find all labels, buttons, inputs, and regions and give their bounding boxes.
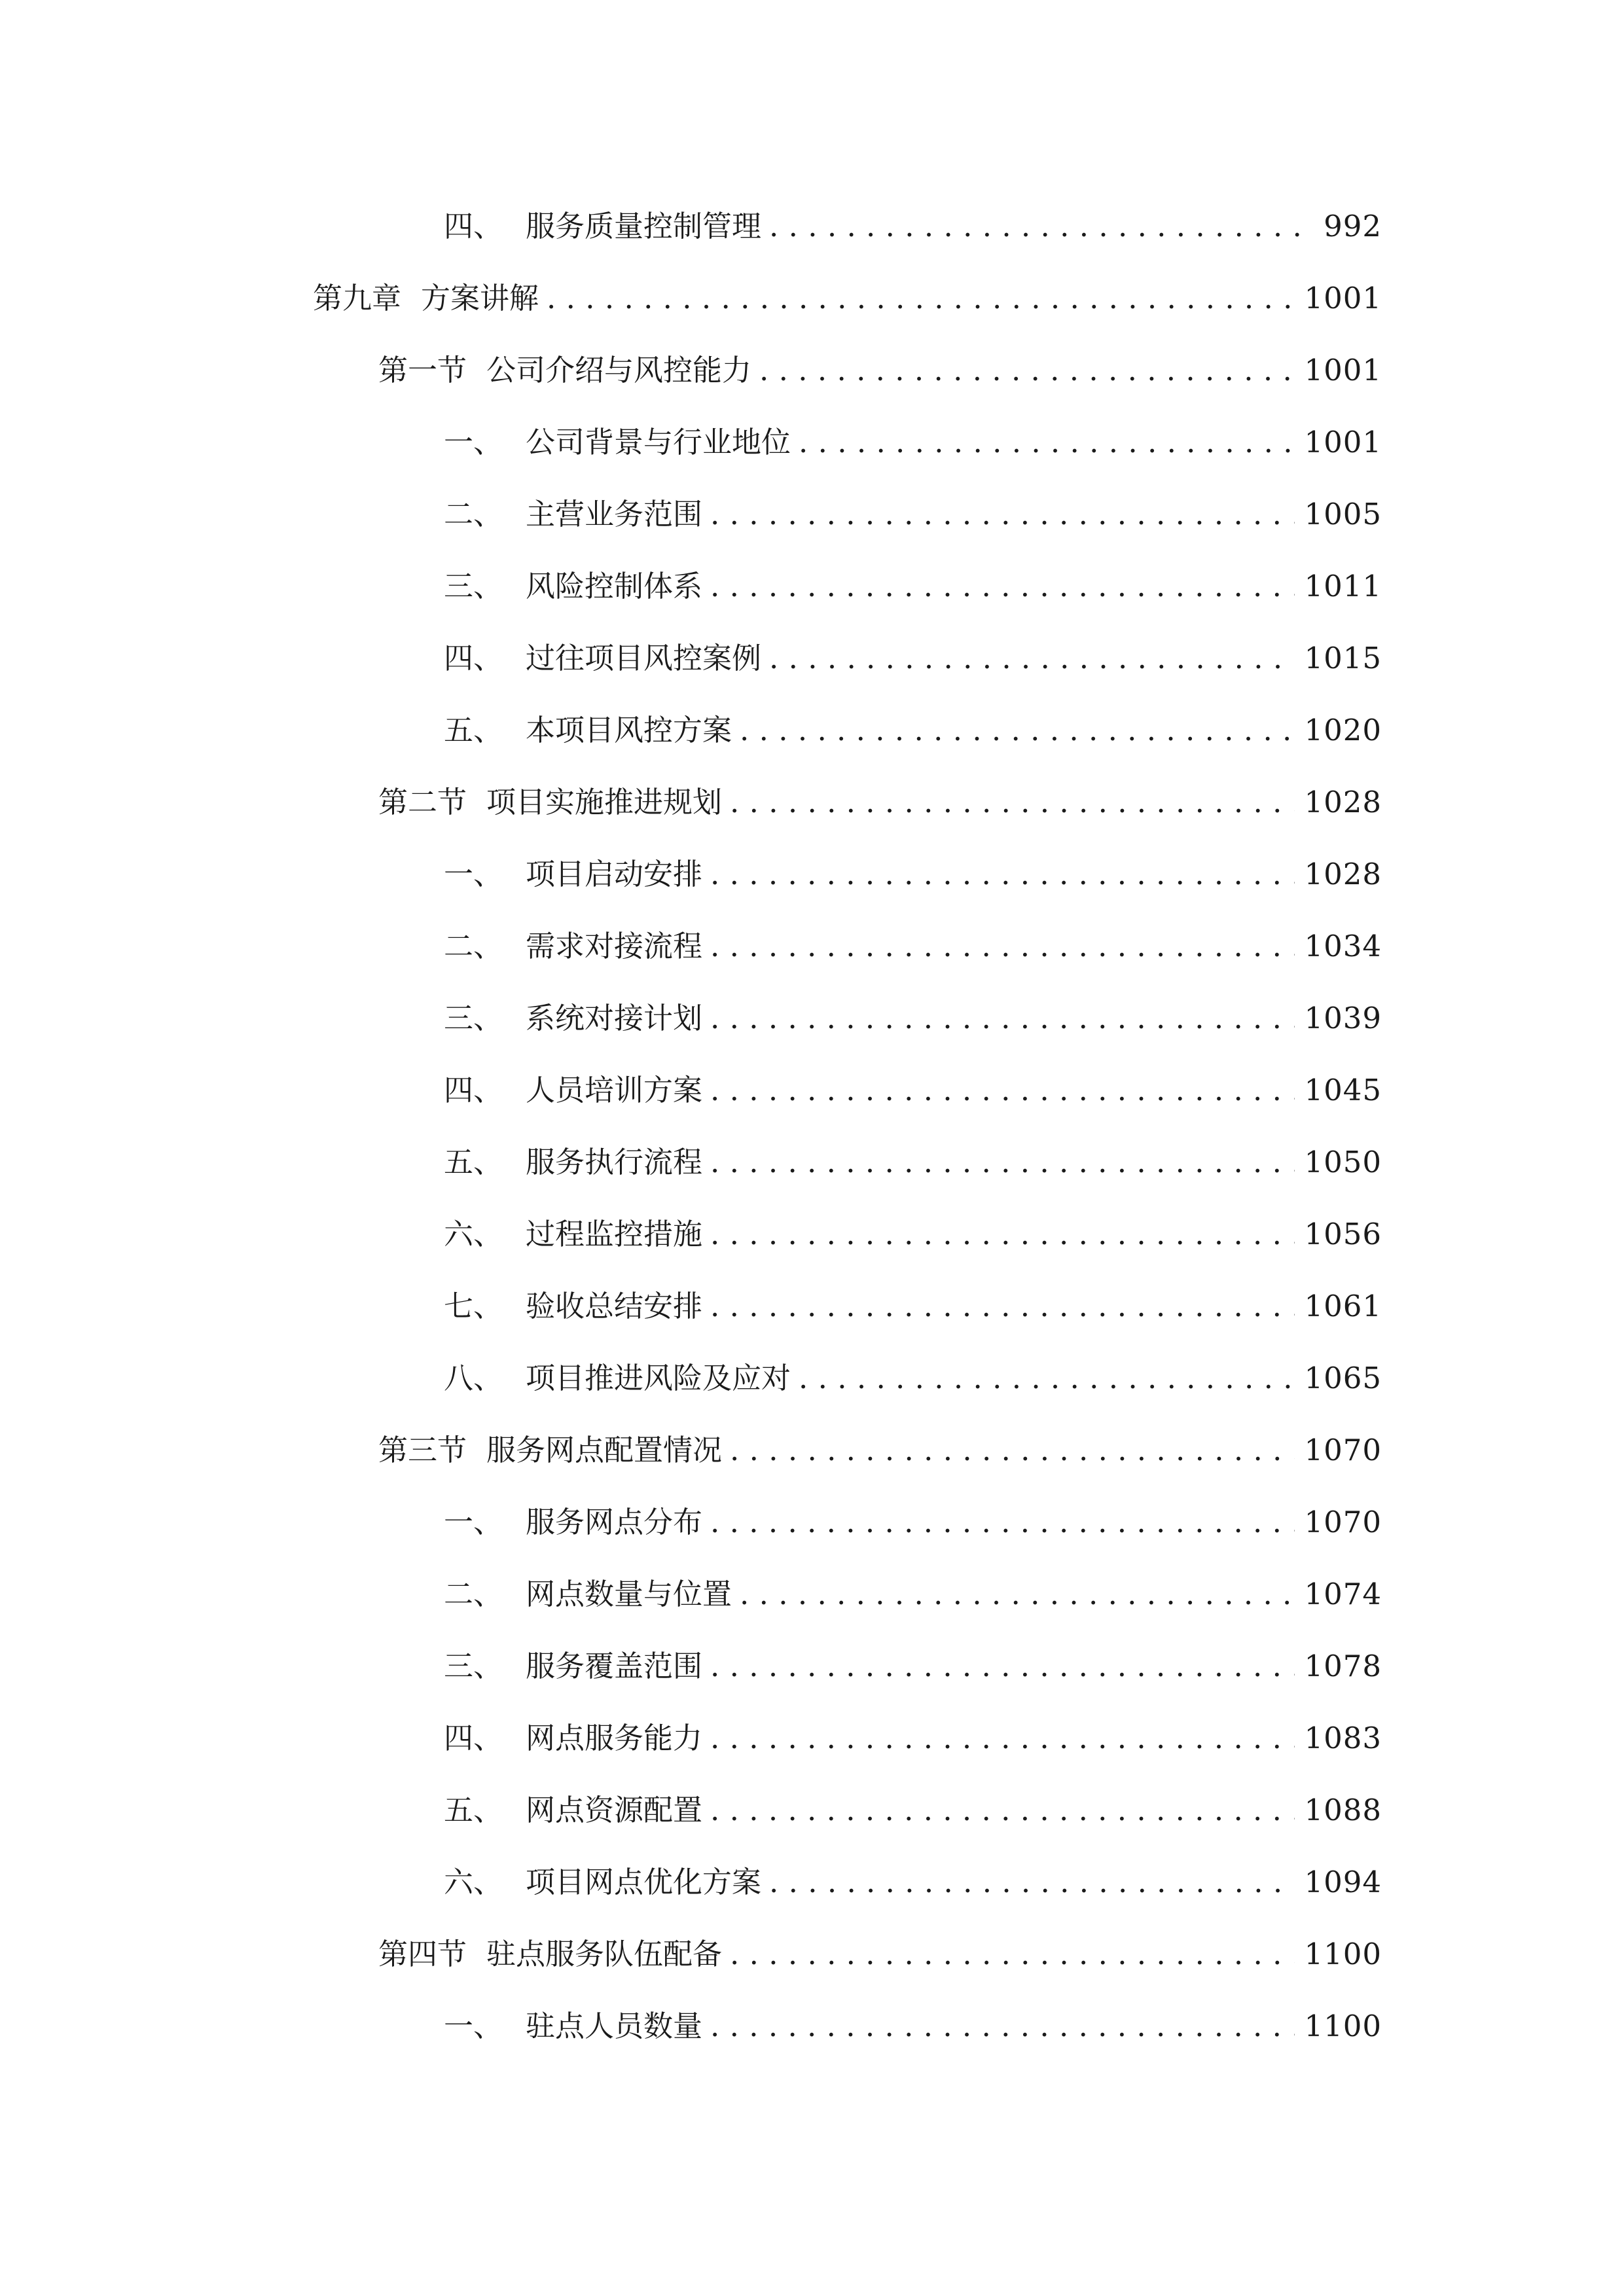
dot-leader xyxy=(769,200,1314,253)
toc-entry-page: 1028 xyxy=(1304,857,1382,891)
toc-entry-number: 第九章 xyxy=(313,281,402,315)
toc-entry-page: 1001 xyxy=(1304,281,1382,315)
toc-entry-section[interactable] xyxy=(378,776,1382,829)
dot-leader xyxy=(710,1496,1295,1549)
toc-entry-number: 四、 xyxy=(444,1073,503,1107)
toc-entry-title: 服务网点配置情况 xyxy=(486,1433,723,1467)
toc-entry-number: 一、 xyxy=(444,1505,503,1539)
toc-entry-number: 二、 xyxy=(444,929,503,963)
dot-leader xyxy=(710,1280,1295,1333)
dot-leader xyxy=(710,1640,1295,1693)
toc-entry-title: 需求对接流程 xyxy=(526,929,703,963)
toc-entry-page: 1100 xyxy=(1304,2009,1382,2043)
toc-entry-title: 验收总结安排 xyxy=(526,1289,703,1323)
toc-entry-page: 1005 xyxy=(1304,497,1382,531)
toc-entry-title: 本项目风控方案 xyxy=(526,713,732,747)
toc-entry-page: 1056 xyxy=(1304,1217,1382,1251)
toc-entry-title: 过往项目风控案例 xyxy=(526,641,762,675)
toc-entry-number: 五、 xyxy=(444,713,503,747)
toc-entry[interactable] xyxy=(444,920,1382,973)
dot-leader xyxy=(740,1568,1295,1621)
dot-leader xyxy=(710,848,1295,901)
dot-leader xyxy=(710,488,1295,541)
toc-entry-title: 主营业务范围 xyxy=(526,497,703,531)
dot-leader xyxy=(730,776,1295,829)
toc-entry-title: 方案讲解 xyxy=(421,281,539,315)
toc-entry-page: 1001 xyxy=(1304,353,1382,387)
toc-entry-page: 1070 xyxy=(1304,1505,1382,1539)
toc-entry[interactable] xyxy=(444,416,1382,469)
dot-leader xyxy=(730,1424,1295,1477)
toc-entry-title: 公司介绍与风控能力 xyxy=(486,353,752,387)
toc-entry-page: 1001 xyxy=(1304,425,1382,459)
toc-entry-page: 1034 xyxy=(1304,929,1382,963)
dot-leader xyxy=(769,1856,1295,1909)
toc-entry-page: 1094 xyxy=(1304,1865,1382,1899)
toc-entry[interactable] xyxy=(444,200,1382,253)
toc-entry[interactable] xyxy=(444,704,1382,757)
dot-leader xyxy=(710,2000,1295,2053)
toc-entry-number: 四、 xyxy=(444,209,503,243)
toc-entry-title: 网点数量与位置 xyxy=(526,1577,732,1611)
toc-entry-number: 一、 xyxy=(444,2009,503,2043)
dot-leader xyxy=(730,1928,1295,1981)
toc-entry[interactable] xyxy=(444,1784,1382,1837)
toc-entry-number: 六、 xyxy=(444,1217,503,1251)
toc-entry-number: 第二节 xyxy=(378,785,467,819)
toc-entry[interactable] xyxy=(444,1064,1382,1117)
toc-entry-title: 项目网点优化方案 xyxy=(526,1865,762,1899)
toc-entry[interactable] xyxy=(444,1136,1382,1189)
dot-leader xyxy=(710,1712,1295,1765)
toc-entry-title: 服务网点分布 xyxy=(526,1505,703,1539)
toc-entry-page: 1039 xyxy=(1304,1001,1382,1035)
toc-entry-title: 系统对接计划 xyxy=(526,1001,703,1035)
toc-entry-page: 1028 xyxy=(1304,785,1382,819)
toc-entry-page: 1078 xyxy=(1304,1649,1382,1683)
toc-entry-title: 人员培训方案 xyxy=(526,1073,703,1107)
toc-entry[interactable] xyxy=(444,488,1382,541)
toc-entry-page: 1065 xyxy=(1304,1361,1382,1395)
toc-entry-number: 六、 xyxy=(444,1865,503,1899)
toc-entry-page: 1074 xyxy=(1304,1577,1382,1611)
toc-entry[interactable] xyxy=(444,848,1382,901)
dot-leader xyxy=(759,344,1295,397)
toc-entry-page: 1070 xyxy=(1304,1433,1382,1467)
toc-entry-number: 五、 xyxy=(444,1793,503,1827)
dot-leader xyxy=(740,704,1295,757)
toc-entry-page: 992 xyxy=(1324,209,1382,243)
toc-entry[interactable] xyxy=(444,992,1382,1045)
dot-leader xyxy=(547,272,1295,325)
toc-entry-number: 八、 xyxy=(444,1361,503,1395)
toc-entry[interactable] xyxy=(444,1856,1382,1909)
toc-entry-title: 项目实施推进规划 xyxy=(486,785,723,819)
toc-entry[interactable] xyxy=(444,1712,1382,1765)
toc-entry[interactable] xyxy=(444,1208,1382,1261)
dot-leader xyxy=(710,560,1295,613)
toc-entry-number: 一、 xyxy=(444,857,503,891)
toc-entry-number: 三、 xyxy=(444,1649,503,1683)
toc-entry-number: 四、 xyxy=(444,641,503,675)
toc-entry-title: 驻点服务队伍配备 xyxy=(486,1937,723,1971)
toc-entry-page: 1045 xyxy=(1304,1073,1382,1107)
toc-entry-number: 第三节 xyxy=(378,1433,467,1467)
toc-entry-title: 项目启动安排 xyxy=(526,857,703,891)
toc-entry-number: 四、 xyxy=(444,1721,503,1755)
toc-entry[interactable] xyxy=(444,632,1382,685)
dot-leader xyxy=(710,1064,1295,1117)
toc-entry[interactable] xyxy=(444,1568,1382,1621)
dot-leader xyxy=(710,992,1295,1045)
toc-entry-number: 三、 xyxy=(444,569,503,603)
toc-entry-number: 五、 xyxy=(444,1145,503,1179)
toc-entry[interactable] xyxy=(444,560,1382,613)
toc-entry[interactable] xyxy=(444,1496,1382,1549)
toc-entry[interactable] xyxy=(444,1280,1382,1333)
toc-entry-page: 1020 xyxy=(1304,713,1382,747)
dot-leader xyxy=(710,1136,1295,1189)
toc-entry-page: 1011 xyxy=(1304,569,1382,603)
toc-entry-number: 二、 xyxy=(444,497,503,531)
toc-entry-title: 服务执行流程 xyxy=(526,1145,703,1179)
toc-entry-number: 七、 xyxy=(444,1289,503,1323)
toc-entry-number: 第四节 xyxy=(378,1937,467,1971)
toc-entry-number: 一、 xyxy=(444,425,503,459)
dot-leader xyxy=(710,1208,1295,1261)
toc-entry-title: 网点服务能力 xyxy=(526,1721,703,1755)
toc-entry-page: 1083 xyxy=(1304,1721,1382,1755)
dot-leader xyxy=(710,1784,1295,1837)
toc-entry[interactable] xyxy=(444,1640,1382,1693)
dot-leader xyxy=(769,632,1295,685)
toc-entry-page: 1050 xyxy=(1304,1145,1382,1179)
toc-entry-title: 过程监控措施 xyxy=(526,1217,703,1251)
toc-entry-title: 服务覆盖范围 xyxy=(526,1649,703,1683)
toc-entry-title: 风险控制体系 xyxy=(526,569,703,603)
toc-entry-title: 项目推进风险及应对 xyxy=(526,1361,791,1395)
toc-entry[interactable] xyxy=(444,2000,1382,2053)
toc-entry-number: 二、 xyxy=(444,1577,503,1611)
toc-entry-section[interactable] xyxy=(378,1928,1382,1981)
dot-leader xyxy=(799,1352,1295,1405)
toc-entry[interactable] xyxy=(444,1352,1382,1405)
dot-leader xyxy=(799,416,1295,469)
toc-entry-title: 网点资源配置 xyxy=(526,1793,703,1827)
toc-entry-section[interactable] xyxy=(378,1424,1382,1477)
toc-entry-page: 1015 xyxy=(1304,641,1382,675)
toc-entry-number: 第一节 xyxy=(378,353,467,387)
toc-entry-page: 1088 xyxy=(1304,1793,1382,1827)
toc-entry-chapter[interactable] xyxy=(313,272,1382,325)
toc-entry-number: 三、 xyxy=(444,1001,503,1035)
toc-entry-title: 驻点人员数量 xyxy=(526,2009,703,2043)
toc-entry-page: 1061 xyxy=(1304,1289,1382,1323)
toc-entry-title: 公司背景与行业地位 xyxy=(526,425,791,459)
toc-entry-page: 1100 xyxy=(1304,1937,1382,1971)
toc-entry-section[interactable] xyxy=(378,344,1382,397)
toc-entry-title: 服务质量控制管理 xyxy=(526,209,762,243)
dot-leader xyxy=(710,920,1295,973)
